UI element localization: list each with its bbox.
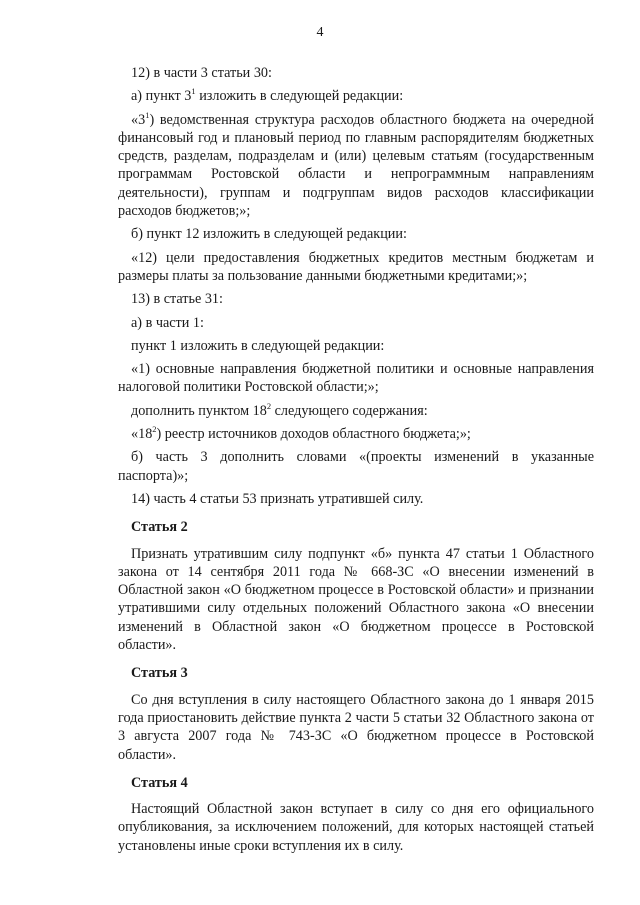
text-run: б) пункт 12 изложить в следующей редакции: xyxy=(131,226,407,243)
paragraph xyxy=(118,800,594,855)
superscript: 1 xyxy=(145,109,150,120)
text-run: 14) часть 4 статьи 53 признать утратившей силу. xyxy=(131,490,424,507)
text-run: Статья 3 xyxy=(131,665,188,682)
text-run: «3 xyxy=(131,111,146,128)
article-heading xyxy=(118,664,594,682)
text-run: пункт 1 изложить в следующей редакции: xyxy=(131,337,385,354)
text-run: «18 xyxy=(131,426,153,443)
paragraph xyxy=(118,290,594,308)
superscript: 2 xyxy=(266,400,272,411)
text-run: 13) в статье 31: xyxy=(131,291,223,308)
text-run: ) реестр источников доходов областного бюджета;»; xyxy=(156,426,471,443)
text-run: Со дня вступления в силу настоящего Областного закона до 1 января 2015 года приостановить действие пункта 2 части 5 статьи 32 Областного закона от 3 августа 2007 года № 743-ЗС «О бюджетном процессе в Ростовской области». xyxy=(118,691,594,763)
text-run: а) в части 1: xyxy=(131,314,204,331)
text-run: 12) в части 3 статьи 30: xyxy=(131,65,272,81)
paragraph xyxy=(118,225,594,243)
paragraph xyxy=(118,64,594,82)
text-run: следующего содержания: xyxy=(271,402,428,419)
text-run: «12) цели предоставления бюджетных кредитов местным бюджетам и размеры платы за пользование данными бюджетными кредитами;»; xyxy=(118,249,594,284)
text-run: Признать утратившим силу подпункт «б» пункта 47 статьи 1 Областного закона от 14 сентября 2011 года № 668-ЗС «О внесении изменений в Областной закон «О бюджетном процессе в Ростовской области» и признании утратившими силу отдельных положений Областного закона «О внесении изменений в Областной закон «О бюджетном процессе в Ростовской области». xyxy=(118,545,594,654)
paragraph xyxy=(118,87,594,105)
text-run: изложить в следующей редакции: xyxy=(195,88,404,105)
paragraph xyxy=(118,249,594,286)
document-body xyxy=(118,64,594,860)
text-run: Статья 2 xyxy=(131,519,188,536)
text-run: Статья 4 xyxy=(131,774,188,791)
paragraph xyxy=(118,402,594,420)
text-run: а) пункт 3 xyxy=(131,88,192,105)
paragraph xyxy=(118,314,594,332)
page-number: 4 xyxy=(316,25,324,40)
paragraph xyxy=(118,337,594,355)
paragraph xyxy=(118,425,594,443)
text-run: Настоящий Областной закон вступает в силу со дня его официального опубликования, за исключением положений, для которых настоящей статьей установлены иные сроки вступления их в силу. xyxy=(118,801,594,854)
text-run: «1) основные направления бюджетной политики и основные направления налоговой политики Ростовской области;»; xyxy=(118,361,594,396)
paragraph xyxy=(118,448,594,485)
article-heading xyxy=(118,518,594,536)
paragraph xyxy=(118,691,594,764)
superscript: 2 xyxy=(152,424,157,435)
text-run: б) часть 3 дополнить словами «(проекты изменений в указанные паспорта)»; xyxy=(118,449,594,484)
paragraph xyxy=(118,545,594,655)
text-run: ) ведомственная структура расходов областного бюджета на очередной финансовый год и плановый период по главным распорядителям бюджетных средств, разделам, подразделам и (или) целевым статьям (государственным программам Ростовской области и непрограммным направлениям деятельности), группам и подгруппам видов расходов классификации расходов бюджетов;»; xyxy=(118,111,594,220)
article-heading xyxy=(118,774,594,792)
paragraph xyxy=(118,111,594,221)
superscript: 1 xyxy=(191,86,196,97)
paragraph xyxy=(118,360,594,397)
paragraph xyxy=(118,490,594,508)
text-run: дополнить пунктом 18 xyxy=(131,402,267,419)
